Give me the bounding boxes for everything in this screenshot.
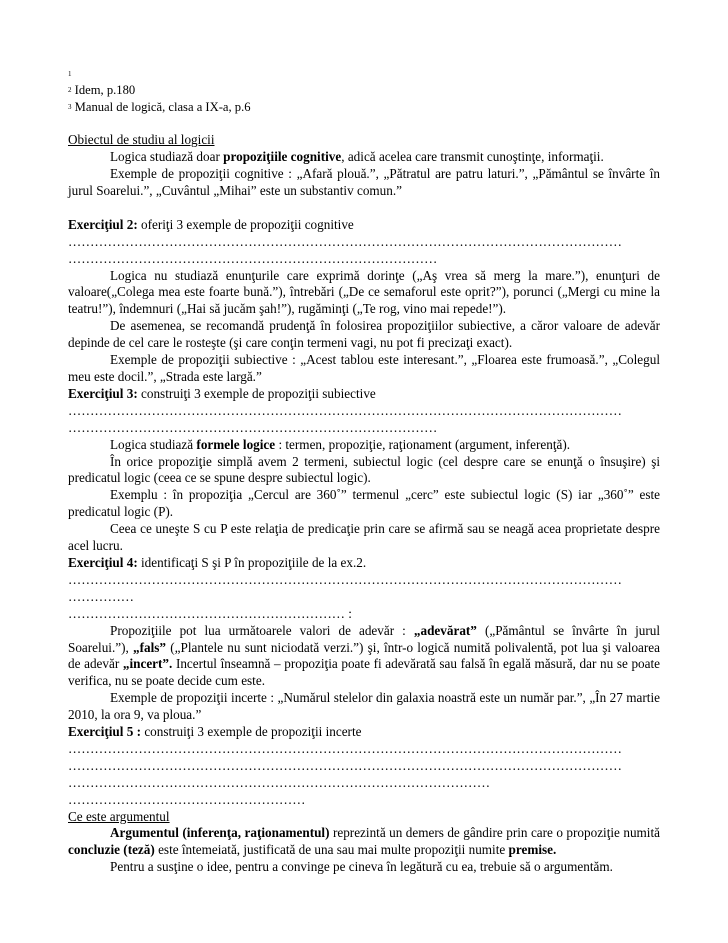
exercise-5-answer-line-1[interactable]: ……………………………………………………………………………………………………………… bbox=[68, 740, 622, 756]
footnote-2: $^2$ Idem, p.180 bbox=[68, 83, 136, 98]
paragraph-subjective-caution: De asemenea, se recomandă prudenţă în folosirea propoziţiilor subiective, a căror valoare de adevăr depinde de cel care le rosteşte (şi care conţin termeni vagi, nu pot fi precizaţi exact). bbox=[68, 318, 660, 351]
exercise-5-answer-line-4[interactable]: ……………………………………………… bbox=[68, 791, 306, 807]
section-title-argument: Ce este argumentul bbox=[68, 808, 170, 824]
exercise-3-answer-line-1[interactable]: ……………………………………………………………………………………………………………… bbox=[68, 402, 622, 418]
paragraph-non-cognitive: Logica nu studiază enunţurile care exprimă dorinţe („Aş vrea să merg la mare.”), enunţuri de valoare(„Colega mea este foarte bună.”), întrebări („De ce semaforul este oprit?”), porunci („Mergi cu mine la teatru!”), îndemnuri („Hai să jucăm şah!”), rugăminţi („Te rog, vino mai repede!”). bbox=[68, 267, 660, 317]
paragraph-cognitive-examples: Exemple de propoziţii cognitive : „Afară plouă.”, „Pătratul are patru laturi.”, „Pământul se învârte în jurul Soarelui.”, „Cuvântul „Mihai” este un substantiv comun.” bbox=[68, 166, 660, 198]
paragraph-subjective-examples: Exemple de propoziţii subiective : „Acest tablou este interesant.”, „Floarea este frumoasă.”, „Colegul meu este docil.”, „Strada este largă.” bbox=[68, 352, 660, 384]
spacer bbox=[68, 115, 660, 132]
exercise-2-answer-line-1[interactable]: ……………………………………………………………………………………………………………… bbox=[68, 233, 622, 249]
exercise-5-answer-line-3[interactable]: …………………………………………………………………………………… bbox=[68, 774, 490, 790]
exercise-5-answer-line-2[interactable]: ……………………………………………………………………………………………………………… bbox=[68, 757, 622, 773]
exercise-5-heading: Exerciţiul 5 : construiţi 3 exemple de propoziţii incerte bbox=[68, 724, 362, 740]
paragraph-example-circle: Exemplu : în propoziţia „Cercul are 360˚” termenul „cerc” este subiectul logic (S) iar „360˚” este predicatul logic (P). bbox=[68, 487, 660, 520]
paragraph-uncertain-examples: Exemple de propoziţii incerte : „Numărul stelelor din galaxia noastră este un număr par.”, „În 27 martie 2010, la ora 9, va ploua.” bbox=[68, 690, 660, 723]
footnote-3: $^3$ Manual de logică, clasa a IX-a, p.6 bbox=[68, 99, 251, 114]
paragraph-predication: Ceea ce uneşte S cu P este relaţia de predicaţie prin care se afirmă sau se neagă acea proprietate despre acel lucru. bbox=[68, 521, 660, 554]
spacer bbox=[68, 200, 660, 217]
exercise-3-answer-line-2[interactable]: ………………………………………………………………………… bbox=[68, 419, 438, 435]
exercise-4-answer-line-1[interactable]: ……………………………………………………………………………………………………………… bbox=[68, 571, 622, 587]
paragraph-subject-predicate: În orice propoziţie simplă avem 2 termeni, subiectul logic (cel despre care se enunţă o însuşire) şi predicatul logic (ceea ce se spune despre subiectul logic). bbox=[68, 453, 660, 486]
document-page bbox=[68, 66, 660, 876]
exercise-2-heading: Exerciţiul 2: oferiţi 3 exemple de propoziţii cognitive bbox=[68, 216, 354, 232]
paragraph-truth-values: Propoziţiile pot lua următoarele valori de adevăr : „adevărat” („Pământul se învârte în jurul Soarelui.”), „fals” („Plantele nu sunt niciodată verzi.”) şi, într-o logică numită polivalentă, pot lua şi valoarea de adevăr „incert”. Incertul înseamnă – propoziţia poate fi adevărată sau falsă în egală măsură, dar nu se poate verifica, nu se poate decide cum este. bbox=[68, 622, 661, 689]
exercise-4-heading: Exerciţiul 4: identificaţi S şi P în propoziţiile de la ex.2. bbox=[68, 554, 367, 570]
paragraph-argumentation: Pentru a susţine o idee, pentru a convinge pe cineva în legătură cu ea, trebuie să o argumentăm. bbox=[110, 859, 613, 875]
exercise-4-answer-line-2[interactable]: …………… bbox=[68, 588, 134, 604]
exercise-3-heading: Exerciţiul 3: construiţi 3 exemple de propoziţii subiective bbox=[68, 385, 376, 401]
footnote-1: 1 bbox=[68, 70, 72, 78]
section-title-object-of-logic: Obiectul de studiu al logicii bbox=[68, 132, 215, 148]
exercise-2-answer-line-2[interactable]: ………………………………………………………………………… bbox=[68, 250, 438, 266]
paragraph-logical-forms: Logica studiază formele logice : termen, propoziţie, raţionament (argument, inferenţă). bbox=[110, 436, 571, 452]
paragraph-cognitive-propositions: Logica studiază doar propoziţiile cognitive, adică acelea care transmit cunoştinţe, informaţii. bbox=[110, 149, 604, 165]
exercise-4-answer-line-3[interactable]: ……………………………………………………… : bbox=[68, 605, 352, 621]
paragraph-argument-definition: Argumentul (inferenţa, raţionamentul) reprezintă un demers de gândire prin care o propoziţie numită concluzie (teză) este întemeiată, justificată de una sau mai multe propoziţii numite premise. bbox=[68, 825, 660, 858]
